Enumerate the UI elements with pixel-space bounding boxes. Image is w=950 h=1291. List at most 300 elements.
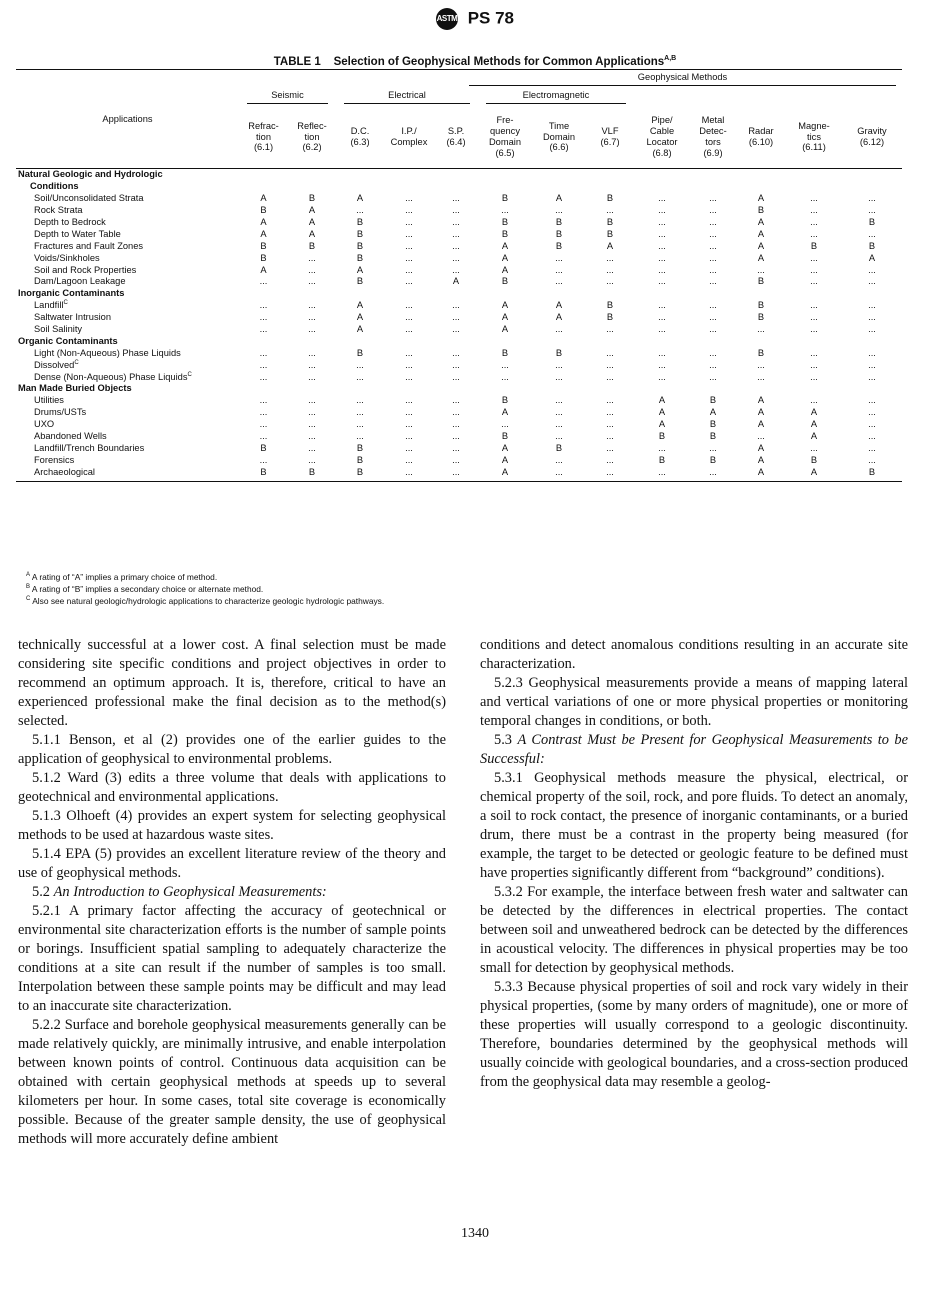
table-row: [16, 312, 902, 324]
document-id: PS 78: [467, 8, 515, 28]
rating-cell: A: [260, 228, 267, 239]
rating-cell: ...: [810, 312, 818, 323]
column-header: Reflec- tion (6.2): [288, 106, 336, 169]
rating-cell: ...: [709, 240, 717, 251]
rating-cell: ...: [868, 442, 876, 453]
column-header: Radar (6.10): [736, 106, 786, 169]
table-row: [16, 419, 902, 431]
rating-cell: ...: [308, 395, 316, 406]
rating-cell: [736, 383, 786, 395]
page-header: [0, 8, 950, 30]
rating-cell: B: [501, 347, 509, 358]
rating-cell: [478, 169, 532, 181]
rating-cell: ...: [452, 264, 460, 275]
rating-cell: A: [757, 395, 765, 406]
rating-cell: ...: [452, 300, 460, 311]
table-caption-footnote-marks: A,B: [664, 55, 677, 62]
rating-cell: ...: [452, 217, 460, 228]
table-row: [16, 347, 902, 359]
rating-cell: [478, 383, 532, 395]
rating-cell: ...: [308, 252, 316, 263]
rating-cell: ...: [658, 252, 666, 263]
rating-cell: ...: [555, 276, 563, 287]
rating-cell: A: [501, 407, 509, 418]
row-label: Landfill/Trench Boundaries: [34, 442, 145, 453]
rating-cell: [434, 383, 478, 395]
rating-cell: B: [606, 217, 614, 228]
rating-cell: ...: [501, 359, 509, 370]
rating-cell: ...: [405, 407, 413, 418]
rating-cell: ...: [658, 442, 666, 453]
rating-cell: [434, 335, 478, 347]
rating-cell: ...: [709, 359, 717, 370]
rating-cell: ...: [405, 431, 413, 442]
rating-cell: ...: [434, 466, 478, 481]
rating-cell: [634, 288, 690, 300]
row-label: Organic Contaminants: [18, 335, 118, 346]
rating-cell: ...: [868, 419, 876, 430]
rating-cell: ...: [308, 431, 316, 442]
rating-cell: ...: [606, 359, 614, 370]
group-electromagnetic: Electromagnetic: [478, 88, 634, 106]
rating-cell: ...: [259, 276, 268, 287]
row-label: Archaeological: [16, 466, 239, 481]
table-row: [16, 454, 902, 466]
rating-cell: ...: [810, 442, 818, 453]
rating-cell: B: [606, 300, 614, 311]
footnote: $^B$ A rating of “B” implies a secondary choice or alternate method.: [26, 583, 264, 594]
rating-cell: A: [757, 407, 765, 418]
rating-cell: B: [260, 240, 267, 251]
rating-cell: ...: [555, 371, 563, 382]
rating-cell: B: [356, 240, 364, 251]
rating-cell: ...: [757, 371, 765, 382]
rating-cell: [384, 335, 434, 347]
rating-cell: ...: [658, 205, 666, 216]
rating-cell: ...: [690, 466, 736, 481]
paragraph: 5.1.2 Ward (3) edits a three volume that deals with applications to geotechnical and environmental applications.: [18, 770, 446, 805]
rating-cell: ...: [356, 419, 364, 430]
rating-cell: ...: [868, 371, 876, 382]
rating-cell: ...: [452, 454, 460, 465]
column-header: S.P. (6.4): [434, 106, 478, 169]
table-section-row: [16, 383, 902, 395]
rating-cell: ...: [606, 407, 614, 418]
rating-cell: ...: [259, 324, 268, 335]
rating-cell: ...: [555, 454, 563, 465]
rating-cell: ...: [868, 454, 876, 465]
rating-cell: ...: [452, 252, 460, 263]
rating-cell: B: [606, 193, 614, 204]
rating-cell: ...: [259, 371, 268, 382]
rating-cell: [532, 181, 586, 193]
row-label: Natural Geologic and Hydrologic: [18, 169, 163, 180]
rating-cell: A: [810, 431, 818, 442]
applications-header: Applications: [16, 70, 239, 169]
column-header: Fre- quency Domain (6.5): [478, 106, 532, 169]
rating-cell: ...: [606, 205, 614, 216]
rating-cell: ...: [405, 324, 413, 335]
rating-cell: ...: [405, 359, 413, 370]
rating-cell: [842, 169, 902, 181]
rating-cell: ...: [555, 264, 563, 275]
rating-cell: B: [606, 228, 614, 239]
rating-cell: [786, 383, 842, 395]
rating-cell: A: [356, 324, 364, 335]
rating-cell: ...: [405, 240, 413, 251]
rating-cell: ...: [709, 193, 717, 204]
rating-cell: [288, 288, 336, 300]
rating-cell: ...: [259, 454, 268, 465]
methods-table: [16, 69, 902, 482]
rating-cell: A: [658, 419, 666, 430]
rating-cell: B: [757, 312, 765, 323]
rating-cell: A: [757, 454, 765, 465]
table-row: [16, 466, 902, 481]
rating-cell: ...: [405, 217, 413, 228]
rating-cell: ...: [658, 228, 666, 239]
rating-cell: B: [555, 217, 563, 228]
rating-cell: ...: [405, 371, 413, 382]
rating-cell: ...: [810, 252, 818, 263]
rating-cell: ...: [532, 466, 586, 481]
column-header: Magne- tics (6.11): [786, 106, 842, 169]
rating-cell: A: [308, 205, 316, 216]
rating-cell: ...: [658, 371, 666, 382]
rating-cell: B: [555, 240, 563, 251]
table-row: [16, 276, 902, 288]
rating-cell: [239, 181, 288, 193]
rating-cell: ...: [606, 371, 614, 382]
rating-cell: ...: [606, 395, 614, 406]
rating-cell: A: [501, 300, 509, 311]
rating-cell: ...: [555, 324, 563, 335]
rating-cell: B: [308, 240, 316, 251]
rating-cell: ...: [452, 205, 460, 216]
rating-cell: ...: [658, 193, 666, 204]
table-row: [16, 407, 902, 419]
table-body: [16, 169, 902, 482]
rating-cell: B: [658, 454, 666, 465]
row-label: Inorganic Contaminants: [18, 288, 125, 299]
rating-cell: B: [288, 466, 336, 481]
column-header: Gravity (6.12): [842, 106, 902, 169]
rating-cell: B: [709, 419, 717, 430]
row-label: Dam/Lagoon Leakage: [34, 276, 126, 287]
rating-cell: [736, 335, 786, 347]
rating-cell: ...: [658, 276, 666, 287]
rating-cell: ...: [259, 347, 268, 358]
rating-cell: [586, 288, 634, 300]
rating-cell: ...: [868, 407, 876, 418]
rating-cell: A: [757, 419, 765, 430]
rating-cell: B: [260, 252, 267, 263]
rating-cell: ...: [501, 205, 509, 216]
section-heading: 5.2 An Introduction to Geophysical Measurements:: [32, 884, 327, 900]
row-label: Voids/Sinkholes: [34, 252, 100, 263]
rating-cell: ...: [810, 228, 818, 239]
rating-cell: ...: [709, 228, 717, 239]
rating-cell: B: [336, 466, 384, 481]
rating-cell: A: [658, 395, 666, 406]
row-label: Dense (Non-Aqueous) Phase Liquids$^C$: [34, 371, 192, 382]
rating-cell: [384, 169, 434, 181]
rating-cell: [786, 335, 842, 347]
rating-cell: A: [501, 252, 509, 263]
row-label: Depth to Water Table: [34, 228, 121, 239]
rating-cell: ...: [405, 276, 413, 287]
rating-cell: A: [260, 217, 267, 228]
paragraph: 5.3.3 Because physical properties of soil and rock vary widely in their physical properties, (some by many orders of magnitude), one or more of these properties will usually correspond to a geologic discontinuity. Therefore, boundaries determined by the geophysical methods will usually coincide with geological boundaries, and a cross-section produced from the geophysical data may resemble a geolog-: [480, 979, 908, 1090]
rating-cell: [842, 288, 902, 300]
rating-cell: ...: [868, 193, 876, 204]
rating-cell: A: [356, 300, 364, 311]
paragraph: 5.1.3 Olhoeft (4) provides an expert system for selecting geophysical methods to be used at hazardous waste sites.: [18, 808, 446, 843]
rating-cell: [288, 383, 336, 395]
rating-cell: ...: [810, 276, 818, 287]
rating-cell: [532, 169, 586, 181]
rating-cell: B: [356, 228, 364, 239]
row-label: Soil and Rock Properties: [34, 264, 137, 275]
rating-cell: B: [308, 193, 316, 204]
rating-cell: B: [810, 240, 818, 251]
geophysical-methods-header: Geophysical Methods: [239, 70, 902, 89]
rating-cell: [634, 383, 690, 395]
rating-cell: [288, 335, 336, 347]
rating-cell: ...: [405, 300, 413, 311]
rating-cell: [336, 181, 384, 193]
rating-cell: ...: [709, 347, 717, 358]
rating-cell: [690, 335, 736, 347]
table-label: TABLE 1: [273, 55, 321, 68]
rating-cell: ...: [868, 276, 876, 287]
rating-cell: A: [606, 240, 614, 251]
rating-cell: ...: [709, 276, 717, 287]
rating-cell: ...: [555, 205, 563, 216]
rating-cell: B: [709, 395, 717, 406]
rating-cell: A: [868, 252, 876, 263]
rating-cell: [786, 288, 842, 300]
table-row: [16, 395, 902, 407]
rating-cell: A: [260, 264, 267, 275]
rating-cell: ...: [810, 395, 818, 406]
rating-cell: ...: [259, 395, 268, 406]
table-row: [16, 371, 902, 383]
rating-cell: [690, 288, 736, 300]
rating-cell: ...: [405, 205, 413, 216]
rating-cell: ...: [757, 431, 765, 442]
table-row: [16, 252, 902, 264]
rating-cell: ...: [810, 359, 818, 370]
rating-cell: ...: [452, 395, 460, 406]
rating-cell: ...: [259, 419, 268, 430]
rating-cell: B: [658, 431, 666, 442]
rating-cell: ...: [555, 419, 563, 430]
rating-cell: ...: [606, 454, 614, 465]
rating-cell: B: [606, 312, 614, 323]
rating-cell: ...: [709, 324, 717, 335]
rating-cell: ...: [868, 324, 876, 335]
rating-cell: [532, 288, 586, 300]
rating-cell: [586, 169, 634, 181]
rating-cell: ...: [501, 419, 509, 430]
rating-cell: [288, 169, 336, 181]
rating-cell: B: [555, 228, 563, 239]
rating-cell: [786, 169, 842, 181]
rating-cell: [239, 169, 288, 181]
paragraph: 5.1.1 Benson, et al (2) provides one of the earlier guides to the application of geophysical to environmental problems.: [18, 732, 446, 767]
rating-cell: ...: [868, 359, 876, 370]
rating-cell: B: [868, 217, 876, 228]
row-label: Man Made Buried Objects: [18, 383, 132, 394]
rating-cell: A: [356, 312, 364, 323]
table-row: [16, 264, 902, 276]
table-section-row: [16, 335, 902, 347]
rating-cell: ...: [555, 359, 563, 370]
rating-cell: [434, 181, 478, 193]
rating-cell: [586, 383, 634, 395]
rating-cell: ...: [501, 371, 509, 382]
rating-cell: ...: [586, 466, 634, 481]
rating-cell: [532, 335, 586, 347]
rating-cell: B: [555, 442, 563, 453]
rating-cell: ...: [452, 347, 460, 358]
table-row: [16, 300, 902, 312]
rating-cell: B: [501, 395, 509, 406]
rating-cell: ...: [868, 300, 876, 311]
page-number: 1340: [461, 1226, 489, 1241]
column-header: Refrac- tion (6.1): [239, 106, 288, 169]
rating-cell: ...: [452, 193, 460, 204]
rating-cell: A: [757, 240, 765, 251]
group-electrical: Electrical: [336, 88, 478, 106]
rating-cell: ...: [658, 300, 666, 311]
rating-cell: ...: [606, 347, 614, 358]
row-label: Drums/USTs: [34, 407, 87, 418]
row-label: Landfill$^C$: [34, 300, 68, 311]
row-label: Utilities: [34, 395, 64, 406]
paragraph: technically successful at a lower cost. A final selection must be made considering site specific conditions and project objectives in order to recommend an optimum approach. It is, therefore, critical to have an experienced professional make the final decision as to the method(s) selected.: [18, 637, 446, 729]
rating-cell: B: [555, 347, 563, 358]
rating-cell: [478, 181, 532, 193]
rating-cell: ...: [606, 419, 614, 430]
row-label: Light (Non-Aqueous) Phase Liquids: [34, 347, 181, 358]
rating-cell: ...: [709, 312, 717, 323]
rating-cell: ...: [405, 347, 413, 358]
rating-cell: ...: [868, 228, 876, 239]
paragraph: conditions and detect anomalous conditions resulting in an accurate site characterization.: [480, 637, 908, 672]
rating-cell: ...: [709, 252, 717, 263]
rating-cell: ...: [810, 193, 818, 204]
rating-cell: [690, 169, 736, 181]
rating-cell: ...: [452, 228, 460, 239]
rating-cell: A: [757, 442, 765, 453]
rating-cell: ...: [606, 276, 614, 287]
rating-cell: B: [709, 431, 717, 442]
rating-cell: [586, 181, 634, 193]
rating-cell: ...: [452, 240, 460, 251]
rating-cell: B: [868, 240, 876, 251]
rating-cell: B: [757, 300, 765, 311]
rating-cell: A: [356, 193, 364, 204]
rating-cell: [384, 288, 434, 300]
rating-cell: ...: [810, 347, 818, 358]
rating-cell: [384, 181, 434, 193]
rating-cell: ...: [452, 419, 460, 430]
rating-cell: A: [786, 466, 842, 481]
rating-cell: ...: [606, 442, 614, 453]
rating-cell: B: [810, 454, 818, 465]
column-header: Pipe/ Cable Locator (6.8): [634, 106, 690, 169]
rating-cell: ...: [356, 407, 364, 418]
table-section-row: [16, 169, 902, 181]
rating-cell: B: [709, 454, 717, 465]
rating-cell: ...: [356, 395, 364, 406]
rating-cell: A: [501, 454, 509, 465]
rating-cell: ...: [384, 466, 434, 481]
rating-cell: ...: [658, 324, 666, 335]
body-column-left: [18, 636, 446, 1149]
rating-cell: [288, 181, 336, 193]
rating-cell: [434, 169, 478, 181]
rating-cell: ...: [356, 205, 364, 216]
rating-cell: ...: [405, 395, 413, 406]
column-header: Time Domain (6.6): [532, 106, 586, 169]
rating-cell: ...: [757, 264, 765, 275]
rating-cell: B: [356, 347, 364, 358]
rating-cell: [842, 383, 902, 395]
rating-cell: [634, 335, 690, 347]
paragraph: 5.2.2 Surface and borehole geophysical measurements generally can be made relatively quickly, are minimally intrusive, and enable interpolation between known points of control. Continuous data acquisition can be obtained with certain geophysical methods at speeds up to several kilometers per hour. In some cases, total site coverage is economically possible. Because of the greater sample density, the use of geophysical methods will more accurately define ambient: [18, 1017, 446, 1147]
rating-cell: A: [810, 419, 818, 430]
row-label: Abandoned Wells: [34, 431, 107, 442]
rating-cell: ...: [555, 252, 563, 263]
rating-cell: A: [757, 217, 765, 228]
rating-cell: ...: [810, 205, 818, 216]
rating-cell: [239, 383, 288, 395]
paragraph: 5.3.2 For example, the interface between fresh water and saltwater can be detected by the differences in electrical properties. The contact between soil and unweathered bedrock can be detected by the differences in acoustical velocity. The differences in physical properties may be too small for detection by geophysical methods.: [480, 884, 908, 976]
rating-cell: ...: [308, 419, 316, 430]
rating-cell: [736, 181, 786, 193]
rating-cell: [842, 181, 902, 193]
rating-cell: ...: [405, 419, 413, 430]
row-label: Forensics: [34, 454, 75, 465]
rating-cell: ...: [405, 264, 413, 275]
rating-cell: ...: [308, 442, 316, 453]
column-header: Metal Detec- tors (6.9): [690, 106, 736, 169]
table-row: [16, 442, 902, 454]
rating-cell: [478, 288, 532, 300]
rating-cell: [736, 288, 786, 300]
rating-cell: ...: [868, 395, 876, 406]
rating-cell: [336, 288, 384, 300]
rating-cell: A: [555, 300, 563, 311]
table-caption-text: Selection of Geophysical Methods for Common Applications: [333, 55, 665, 68]
rating-cell: B: [260, 442, 267, 453]
rating-cell: A: [308, 228, 316, 239]
rating-cell: ...: [868, 347, 876, 358]
rating-cell: [634, 169, 690, 181]
rating-cell: A: [501, 312, 509, 323]
rating-cell: A: [356, 264, 364, 275]
footnote: $^A$ A rating of “A” implies a primary choice of method.: [26, 571, 218, 582]
rating-cell: ...: [658, 217, 666, 228]
rating-cell: B: [356, 217, 364, 228]
rating-cell: [532, 383, 586, 395]
rating-cell: [690, 181, 736, 193]
rating-cell: ...: [308, 359, 316, 370]
rating-cell: ...: [658, 347, 666, 358]
